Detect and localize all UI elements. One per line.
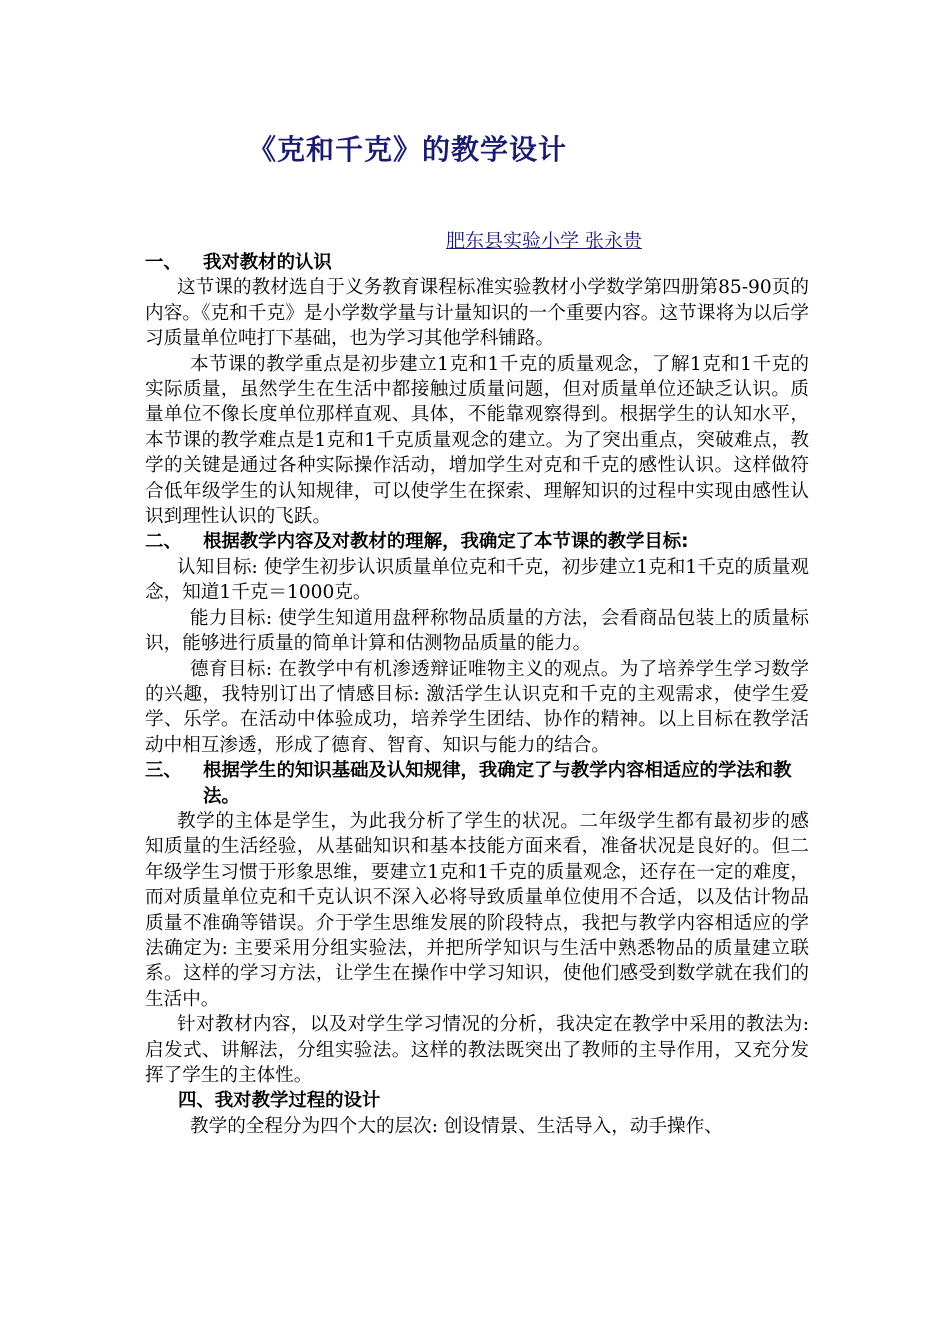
- paragraph: 能力目标: 使学生知道用盘秤称物品质量的方法，会看商品包装上的质量标识，能够进行质量的简单计算和估测物品质量的能力。: [145, 607, 809, 655]
- paragraph: 教学的全程分为四个大的层次: 创设情景、生活导入，动手操作、: [190, 1115, 723, 1137]
- section-heading-1: [145, 250, 809, 275]
- paragraph: 这节课的教材选自于义务教育课程标准实验教材小学数学第四册第85-90页的内容。《克和千克》是小学数学量与计量知识的一个重要内容。这节课将为以后学习质量单位吨打下基础，也为学习其他学科铺路。: [145, 277, 809, 350]
- paragraph: 本节课的教学重点是初步建立1克和1千克的质量观念，了解1克和1千克的实际质量，虽然学生在生活中都接触过质量问题，但对质量单位还缺乏认识。质量单位不像长度单位那样直观、具体，不能靠观察得到。根据学生的认知水平，本节课的教学难点是1克和1千克质量观念的建立。为了突出重点，突破难点，教学的关键是通过各种实际操作活动，增加学生对克和千克的感性认识。这样做符合低年级学生的认知规律，可以使学生在探索、理解知识的过程中实现由感性认识到理性认识的飞跃。: [145, 353, 809, 528]
- section-number: 三、: [145, 760, 182, 782]
- section-heading-3: [145, 758, 809, 809]
- section-heading-text: 我对教材的认识: [203, 252, 332, 273]
- section-heading-2: [145, 529, 809, 554]
- section-heading-text: 根据学生的知识基础及认知规律，我确定了与教学内容相适应的学法和教法。: [203, 760, 792, 807]
- paragraph: 认知目标: 使学生初步认识质量单位克和千克，初步建立1克和1千克的质量观念，知道1千克＝1000克。: [145, 556, 809, 604]
- section-heading-text: 四、我对教学过程的设计: [178, 1090, 381, 1112]
- paragraph: 德育目标: 在教学中有机渗透辩证唯物主义的观点。为了培养学生学习数学的兴趣，我特别订出了情感目标: 激活学生认识克和千克的主观需求，使学生爱学、乐学。在活动中体验成功，培养学生团结、协作的精神。以上目标在教学活动中相互渗透，形成了德育、智育、知识与能力的结合。: [145, 658, 809, 756]
- author-line: 肥东县实验小学 张永贵: [446, 230, 643, 252]
- section-number: 二、: [145, 531, 182, 553]
- section-heading-text: 根据教学内容及对教材的理解，我确定了本节课的教学目标:: [203, 531, 689, 553]
- paragraph: 针对教材内容，以及对学生学习情况的分析，我决定在教学中采用的教法为: 启发式、讲解法，分组实验法。这样的教法既突出了教师的主导作用，又充分发挥了学生的主体性。: [145, 1014, 809, 1086]
- paragraph: 教学的主体是学生，为此我分析了学生的状况。二年级学生都有最初步的感知质量的生活经验，从基础知识和基本技能方面来看，准备状况是良好的。但二年级学生习惯于形象思维，要建立1克和1千克的质量观念，还存在一定的难度，而对质量单位克和千克认识不深入必将导致质量单位使用不合适，以及估计物品质量不准确等错误。介于学生思维发展的阶段特点，我把与教学内容相适应的学法确定为: 主要采用分组实验法，并把所学知识与生活中熟悉物品的质量建立联系。这样的学习方法，让学生在操作中学习知识，使他们感受到数学就在我们的生活中。: [145, 810, 809, 1010]
- section-number: 一、: [145, 252, 182, 273]
- section-heading-4: [145, 1088, 809, 1113]
- document-title: 《克和千克》的教学设计: [247, 133, 567, 166]
- document-body: [145, 250, 809, 1139]
